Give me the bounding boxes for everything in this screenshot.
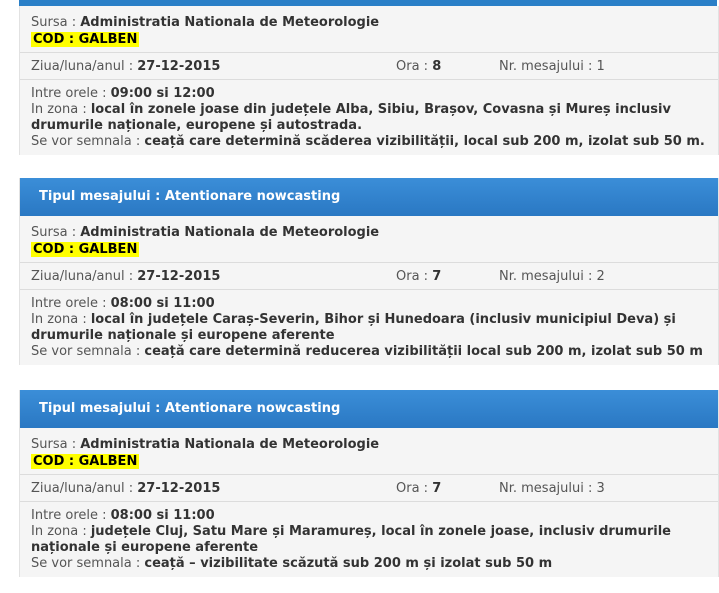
date-label: Ziua/luna/anul : [31,269,138,284]
source-value: Administratia Nationala de Meteorologie [80,15,380,30]
date-value: 27-12-2015 [137,59,221,74]
source-row [20,216,718,263]
message-type-value: Atentionare nowcasting [164,189,341,204]
phenomena-value: ceață – vizibilitate scăzută sub 200 m și izolat sub 50 m [144,556,553,571]
zone-value: local în județele Caraș-Severin, Bihor și Hunedoara (inclusiv municipiul Deva) și drumurile naționale și europene aferente [31,312,676,343]
source-row [20,428,718,475]
message-number-value: 1 [596,59,605,74]
card-header [20,390,718,428]
interval-value: 08:00 si 11:00 [110,296,215,311]
interval-label: Intre orele : [31,296,111,311]
alert-card-2 [19,178,719,365]
details-row [20,80,718,155]
message-type-label: Tipul mesajului : [39,189,165,204]
interval-value: 08:00 si 11:00 [110,508,215,523]
date-value: 27-12-2015 [137,481,221,496]
code-badge: COD : GALBEN [33,32,138,47]
date-row [20,53,718,80]
phenomena-value: ceață care determină reducerea vizibilității local sub 200 m, izolat sub 50 m [144,344,703,359]
phenomena-label: Se vor semnala : [31,344,145,359]
alert-card-1 [19,6,719,155]
message-number-value: 2 [596,269,605,284]
hour-value: 7 [432,481,442,496]
interval-label: Intre orele : [31,86,111,101]
message-number-label: Nr. mesajului : [499,269,597,284]
source-label: Sursa : [31,15,81,30]
code-badge: COD : GALBEN [33,242,138,257]
date-value: 27-12-2015 [137,269,221,284]
details-row [20,290,718,365]
code-badge: COD : GALBEN [33,454,138,469]
zone-label: In zona : [31,102,91,117]
date-label: Ziua/luna/anul : [31,481,138,496]
hour-label: Ora : [396,59,433,74]
phenomena-label: Se vor semnala : [31,134,145,149]
date-label: Ziua/luna/anul : [31,59,138,74]
alert-card-3 [19,390,719,577]
source-label: Sursa : [31,225,81,240]
source-value: Administratia Nationala de Meteorologie [80,225,380,240]
message-number-label: Nr. mesajului : [499,59,597,74]
message-type-value: Atentionare nowcasting [164,401,341,416]
date-row [20,263,718,290]
phenomena-label: Se vor semnala : [31,556,145,571]
zone-value: local în zonele joase din județele Alba, Sibiu, Brașov, Covasna și Mureș inclusiv drumurile naționale, europene și autostrada. [31,102,671,133]
message-type-label: Tipul mesajului : [39,401,165,416]
hour-value: 8 [432,59,442,74]
interval-value: 09:00 si 12:00 [110,86,215,101]
zone-label: In zona : [31,524,91,539]
hour-value: 7 [432,269,442,284]
source-label: Sursa : [31,437,81,452]
message-number-value: 3 [596,481,605,496]
zone-label: In zona : [31,312,91,327]
hour-label: Ora : [396,269,433,284]
hour-label: Ora : [396,481,433,496]
date-row [20,475,718,502]
phenomena-value: ceață care determină scăderea vizibilității, local sub 200 m, izolat sub 50 m. [144,134,705,149]
source-row [20,6,718,53]
source-value: Administratia Nationala de Meteorologie [80,437,380,452]
zone-value: județele Cluj, Satu Mare și Maramureș, local în zonele joase, inclusiv drumurile naționale și europene aferente [31,524,671,555]
card-header [20,178,718,216]
details-row [20,502,718,577]
message-number-label: Nr. mesajului : [499,481,597,496]
interval-label: Intre orele : [31,508,111,523]
